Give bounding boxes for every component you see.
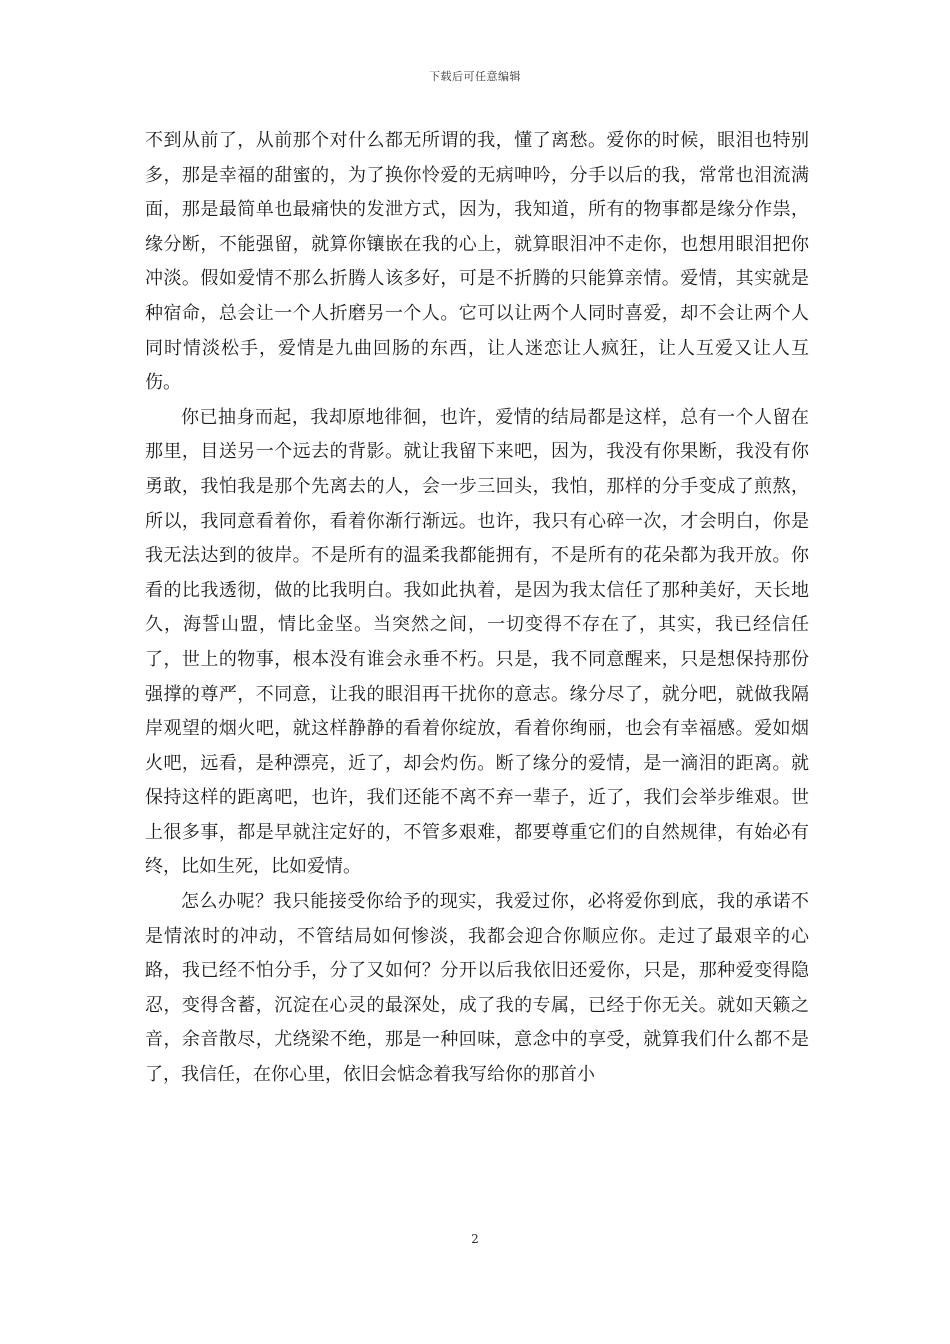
paragraph-2: 你已抽身而起，我却原地徘徊，也许，爱情的结局都是这样，总有一个人留在那里，目送另一个远去的背影。就让我留下来吧，因为，我没有你果断，我没有你勇敢，我怕我是那个先离去的人，会一步三回头，我怕，那样的分手变成了煎熬，所以，我同意看着你，看着你渐行渐远。也许，我只有心碎一次，才会明白，你是我无法达到的彼岸。不是所有的温柔我都能拥有，不是所有的花朵都为我开放。你看的比我透彻，做的比我明白。我如此执着，是因为我太信任了那种美好，天长地久，海誓山盟，情比金坚。当突然之间，一切变得不存在了，其实，我已经信任了，世上的物事，根本没有谁会永垂不朽。只是，我不同意醒来，只是想保持那份强撑的尊严，不同意，让我的眼泪再干扰你的意志。缘分尽了，就分吧，就做我隔岸观望的烟火吧，就这样静静的看着你绽放，看着你绚丽，也会有幸福感。爱如烟火吧，远看，是种漂亮，近了，却会灼伤。断了缘分的爱情，是一滴泪的距离。就保持这样的距离吧，也许，我们还能不离不弃一辈子，近了，我们会举步维艰。世上很多事，都是早就注定好的，不管多艰难，都要尊重它们的自然规律，有始必有终，比如生死，比如爱情。 bbox=[145, 406, 809, 878]
paragraph-1: 不到从前了，从前那个对什么都无所谓的我，懂了离愁。爱你的时候，眼泪也特别多，那是幸福的甜蜜的，为了换你怜爱的无病呻吟，分手以后的我，常常也泪流满面，那是最简单也最痛快的发泄方式，因为，我知道，所有的物事都是缘分作祟，缘分断，不能强留，就算你镶嵌在我的心上，就算眼泪冲不走你，也想用眼泪把你冲淡。假如爱情不那么折腾人该多好，可是不折腾的只能算亲情。爱情，其实就是种宿命，总会让一个人折磨另一个人。它可以让两个人同时喜爱，却不会让两个人同时情淡松手，爱情是九曲回肠的东西，让人迷恋让人疯狂，让人互爱又让人互伤。 bbox=[145, 130, 809, 394]
paragraph-3: 怎么办呢？我只能接受你给予的现实，我爱过你，必将爱你到底，我的承诺不是情浓时的冲动，不管结局如何惨淡，我都会迎合你顺应你。走过了最艰辛的心路，我已经不怕分手，分了又如何？分开以后我依旧还爱你，只是，那种爱变得隐忍，变得含蓄，沉淀在心灵的最深处，成了我的专属，已经于你无关。就如天籁之音，余音散尽，尤绕梁不绝，那是一种回味，意念中的享受，就算我们什么都不是了，我信任，在你心里，依旧会惦念着我写给你的那首小 bbox=[145, 891, 809, 1086]
page-number: 2 bbox=[471, 1232, 479, 1246]
document-body bbox=[145, 124, 809, 1093]
page-header: 下载后可任意编辑 bbox=[429, 70, 521, 83]
